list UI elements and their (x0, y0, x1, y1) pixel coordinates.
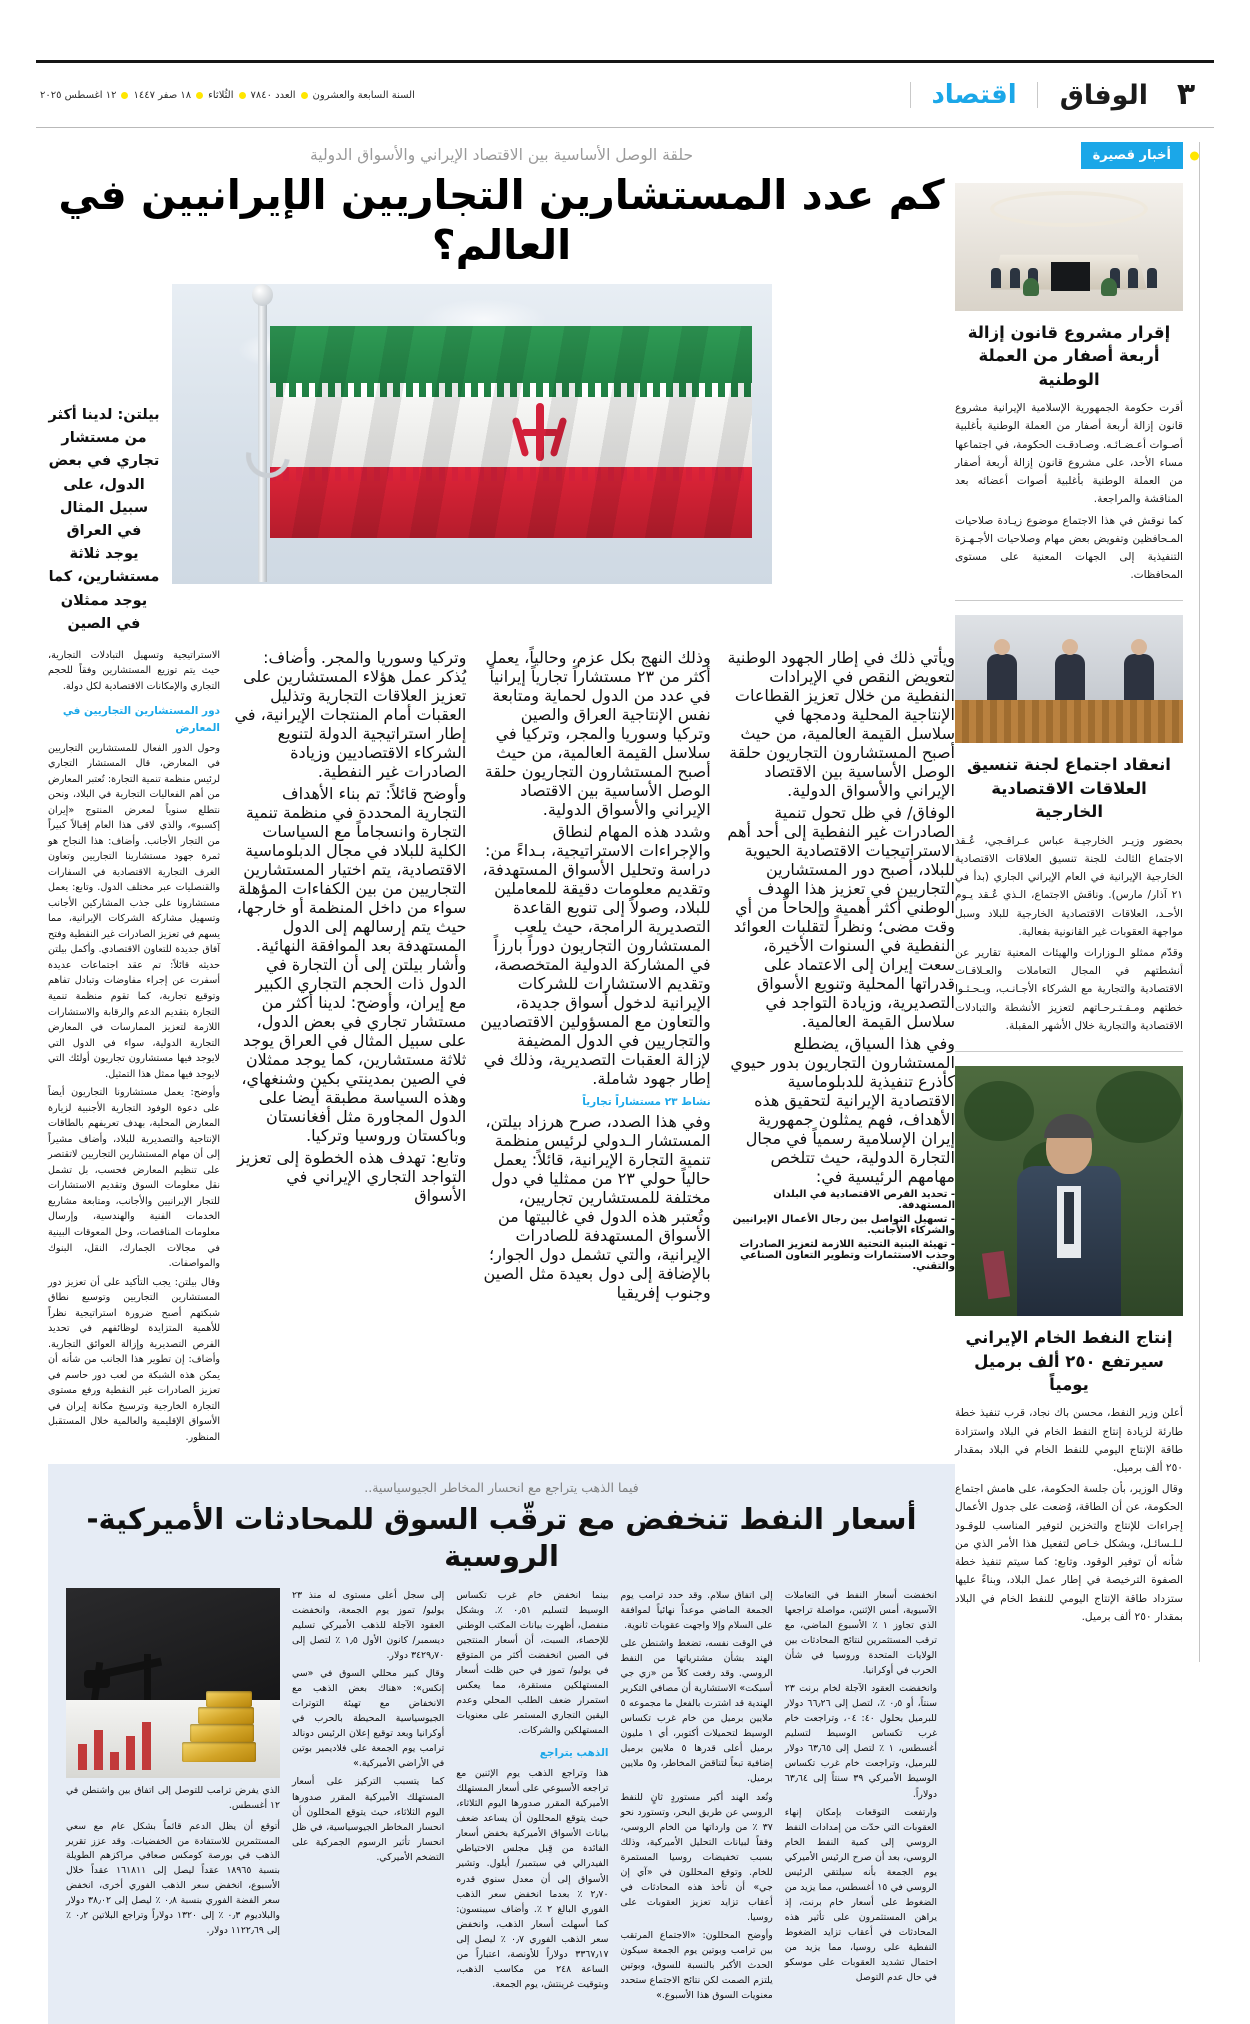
lead-paragraph: وحول الدور الفعال للمستشارين التجاريين في المعارض، قال المستشار التجاري لرئيس منظمة تنمية التجارة: تُعتبر المعارض من أهم الفعاليات التجارية في البلاد، ونحن نتطلع سنوياً لمعرض المنتوج «إيران إكسبو»، والذي لاقى هذا العام إقبالاً كبيراً من التجار الأجانب. وأضاف: هذا النجاح هو ثمرة جهود مستشارينا التجاريين وتعاون الغرف التجارية الاقتصادية في السفارات والقنصليات عبر مختلف الدول. وتابع: يعمل مستشارونا على جذب المشاركين الأجانب وتسهيل مشاركة الشركات الإيرانية، مما يسهم في تعزيز الصادرات غير النفطية وفتح آفاق جديدة للتعاون الاقتصادي. وأكمل بيلتن حديثه قائلاً: تم عقد اجتماعات عديدة أسفرت عن إجراء مفاوضات وتبادل تفاهم وتوقيع تجارية، كما تقوم منظمة تنمية التجارة بتقديم الدعم والرقابة والاستشارات اللازمة لتعزيز الممارسات في المعارض التجارية الدولية، سواء في الدول التي لايوجد فيها مستشارون تجاريون أولئك التي لايوجد فيها ممثل هذا التمثيل. (48, 742, 220, 1080)
lead-subheading: نشاط ٢٣ مستشاراً تجارياً (582, 1095, 711, 1108)
oil-paragraph: كما يتسبب التركيز على أسعار المستهلك الأميركية المقرر صدورها اليوم الثلاثاء، حيث يتوقع المحللون أن انحسار المخاطر الجيوسياسية، في ظل انحسار تأثير الرسوم الجمركية على التضخم الأميركي. (292, 1776, 445, 1863)
lead-pullquote: بيلتن: لدينا أكثر من مستشار تجاري في بعض الدول، على سبيل المثال في العراق يوجد ثلاثة مستشارين، كما يوجد ممثلان في الصين (48, 407, 160, 632)
issue-number: العدد ٧٨٤٠ (250, 89, 296, 101)
oil-paragraph: انخفضت أسعار النفط في التعاملات الآسيوية، أمس الإثنين، مواصلة تراجعها الذي تجاوز ١ ٪ الأسبوع الماضي، مع ترقب المستثمرين لنتائج المحادثات بين الولايات المتحدة وروسيا في شأن الحرب في أوكرانيا. (784, 1589, 937, 1677)
lead-top-row (48, 284, 955, 636)
oil-paragraph: في الوقت نفسه، تضغط واشنطن على الهند بشأن مشترياتها من النفط الروسي. وقد رفعت كلاً من «زي جي أسبكت» الاستشارية أن مصافي التكرير الهندية قد اشترت بالفعل ما مجموعه ٥ ملايين برميل من خام غرب تكساس الوسيط لتحميلات أكتوبر، أي ١ مليون برميل أعلى قدرها ٥ ملايين برميل إضافية تبعاً لتناقض المخاطر، و٥ ملايين برميل. (620, 1638, 773, 1785)
rail-divider (955, 1051, 1183, 1052)
lead-headline: كم عدد المستشارين التجاريين الإيرانيين في العالم؟ (58, 171, 945, 270)
rail-news-item[interactable] (955, 183, 1183, 584)
short-news-badge: أخبار قصيرة (1081, 142, 1183, 169)
oil-headline: أسعار النفط تنخفض مع ترقّب السوق للمحادثات الأميركية-الروسية (86, 1502, 917, 1573)
oil-column-3 (456, 1588, 608, 2006)
oil-paragraph: وأوضح المحللون: «الاجتماع المرتقب بين ترامب وبوتين يوم الجمعة سيكون الحدث الأكبر بالنسبة للسوق، وبوتين يلتزم الصمت لكن نتائج الاجتماع ستحدد معنويات السوق هذا الأسبوع.» (620, 1929, 773, 2002)
lead-sidebar-column (48, 648, 220, 1449)
rail-paragraph: وقدّم ممثلو الـوزارات والهيئات المعنية تقارير عن أنشطتهم في المجال التعاملات والعـلاقـات الاقتصادية والتجارية مع الشركاء الأجـانـب، وبـحـثـوا خطتهم ومـقـتـرحـاتهم لتعزيز الأنشطة والتبادلات الاقتصادية والتجارية خلال الأشهر المقبلة. (955, 947, 1183, 1032)
lead-column-2 (478, 648, 710, 1449)
issue-hijri-date: ١٨ صفر ١٤٤٧ (133, 89, 192, 101)
lead-paragraph: وذلك النهج بكل عزم، وحالياً، يعمل أكثر من ٢٣ مستشاراً تجارياً إيرانياً في عدد من الدول لحماية ومتابعة نفس الإنتاجية العراق والصين وتركيا وسوريا والمجر، وتركيا في سلاسل القيمة العالمية، من حيث أصبح المستشارون التجاريون حلقة الوصل الأساسية بين الاقتصاد الإيراني والأسواق الدولية. (484, 647, 711, 819)
lead-paragraph: وتابع: تهدف هذه الخطوة إلى تعزيز التواجد التجاري الإيراني في الأسواق (237, 1147, 467, 1205)
short-news-rail (955, 142, 1200, 1662)
masthead (36, 60, 1214, 128)
oil-paragraph: هذا وتراجع الذهب يوم الإثنين مع تراجعه الأسبوعي على أسعار المستهلك الأميركية المقرر صدورها اليوم الثلاثاء، حيث يتوقع المحللون أن يساعد ضعف بيانات الأسواق الأميركية بخفض أسعار الفائدة من قِبل مجلس الاحتياطي الفيدرالي في سبتمبر/ أيلول. وتشير الأسواق إلى أن معدل سنوي قدره ٢٫٧٠ ٪ بعدما انخفض سعر الذهب الفوري البالغ ٢ ٪. وأضاف سيبنسون: كما أسهلت أسعار الذهب، وانخفض سعر الذهب الفوري ٠٫٧ ٪ ليصل إلى ٣٣٦٧٫١٧ دولاراً للأونصة، اعتباراً من الساعة ٢٤٨ من مكاسب الذهب، وبتوقيت غرينتش، يوم الجمعة. (456, 1768, 609, 1990)
lead-paragraph: وأوضح قائلاً: تم بناء الأهداف التجارية المحددة في منظمة تنمية التجارة وانسجاماً مع السياسات الكلية للبلاد في مجال الدبلوماسية الاقتصادية، يتم اختيار المستشارين التجاريين من بين الكفاءات المؤهلة سواء من داخل المنظمة أو خارجها، حيث يتم إرسالهم إلى الدول المستهدفة بعد الموافقة النهائية. وأشار بيلتن إلى أن التجارة في الدول ذات الحجم التجاري الكبير مع إيران، وأوضح: لدينا أكثر من مستشار تجاري في بعض الدول، على سبيل المثال في العراق يوجد ثلاثة مستشارين، كما يوجد ممثلان في الصين بمدينتي بكين وشنغهاي، وهذه السياسة مطبقة أيضا على الدول المجاورة مثل أفغانستان وباكستان وروسيا وتركيا. (236, 783, 467, 1145)
lead-body (48, 648, 955, 1449)
oil-column-2 (621, 1588, 773, 2006)
iran-flag-icon (270, 326, 752, 538)
lead-bullet: - تهيئة البنية التحتية اللازمة لتعزيز الصادرات وجذب الاستثمارات وتطوير التعاون الصناعي والتقني. (739, 1238, 955, 1272)
oil-paragraph: إلى اتفاق سلام. وقد حدد ترامب يوم الجمعة الماضي موعداً نهائياً لموافقة على السلام وإلا واجهت عقوبات ثانوية. (620, 1589, 773, 1631)
panel-meeting-photo (955, 615, 1183, 743)
oil-photo-column (66, 1588, 280, 2006)
separator-dot-icon (121, 92, 128, 99)
lead-article (48, 142, 955, 1448)
separator-dot-icon (239, 92, 246, 99)
lead-paragraph: وأوضح: يعمل مستشارونا التجاريون أيضاً على دعوة الوفود التجارية الأجنبية لزيارة المعارض المحلية، بهدف تعريفهم بالطاقات الإنتاجية والتصديرية للبلاد، وأضاف مشيراً إلى أن مهام المستشارين التجاريين لاتقتصر على تنظيم المعارض فحسب، بل تشمل نقل معلومات السوق وتقديم الاستشارات للتجار الإيرانيين والأجانب، ومتابعة مشاريع الخدمات الفنية والهندسية، وإرسال معلومات المناقصات، وحل المعوقات البينية في مجالات الجمارك، النقل، البنوك والمواصفات. (48, 1087, 220, 1270)
rail-paragraph: كما نوقش في هذا الاجتماع موضوع زيـادة صلاحيات المـحافظين وتفويض بعض مهام وصلاحيات الأجـهـزة التنفيذية إلى الجهات المعنية على مستوى المحافظات. (955, 514, 1183, 582)
oil-paragraph: وتُعد الهند أكبر مستوردٍ ثانٍ للنفط الروسي عن طريق البحر، وتستورد نحو ٣٧ ٪ من وارداتها من الخام الروسي، وفقاً لبيانات التحليل الأميركية، وذلك بسبب تخفيضات روسيا المستمرة للخام. وتوقع المحللون في «آي إن جي» أن تأخذ هذه المحادثات في أعقاب تزايد تعزيز العقوبات على روسيا. (620, 1791, 773, 1923)
lead-paragraph: وفي هذا الصدد، صرح هرزاد بيلتن، المستشار الـدولي لرئيس منظمة تنمية التجارة الإيرانية، قائلاً: يعمل حالياً حولي ٢٣ من ممثليا في دول مختلفة للمستشارين تجاريين، وتُعتبر هذه الدول في غالبيتها من الأسواق المستهدفة للصادرات الإيرانية، والتي تشمل دول الجوار؛ بالإضافة إلى دول بعيدة مثل الصين وجنوب إفريقيا (483, 1111, 711, 1302)
oil-columns (66, 1588, 937, 2006)
issue-year: السنة السابعة والعشرون (312, 89, 415, 101)
lead-paragraph: وفي هذا السياق، يضطلع المستشارون التجاريون بدور حيوي كأذرع تنفيذية للدبلوماسية الاقتصادية الإيرانية لتحقيق هذه الأهداف، فهم يمثلون جمهورية إيران الإسلامية رسمياً في مجال التجارة الدولية، حيث تتلخص مهامهم الرئيسية في: (730, 1033, 955, 1186)
rail-item-body (955, 399, 1183, 584)
oil-paragraph: إلى سجل أعلى مستوى له منذ ٢٣ يوليو/ تموز يوم الجمعة، وانخفضت العقود الآجلة للذهب الأميركي تسليم ديسمبر/ كانون الأول ١٫٥ ٪ لتصل إلى ٣٤٢٩٫٧٠ دولار. (292, 1589, 445, 1662)
issue-weekday: الثُلاثاء (208, 89, 234, 101)
oil-paragraph: بينما انخفض خام غرب تكساس الوسيط لتسليم ٠٫٥١ ٪. وبشكل منفصل، أظهرت بيانات المكتب الوطني للإحصاء، السبت، أن أسعار المنتجين في الصين انخفضت أكثر من المتوقع في يوليو/ تموز في حين ظلت أسعار المستهلكين مستقرة، مما يعكس استمرار ضعف الطلب المحلي وعدم اليقين التجاري المستمر على معنويات المستهلكين والشركات. (456, 1589, 609, 1737)
lead-kicker: حلقة الوصل الأساسية بين الاقتصاد الإيراني والأسواق الدولية (309, 146, 694, 164)
rail-divider (955, 600, 1183, 601)
newspaper-page (0, 60, 1250, 2002)
rail-news-item[interactable] (955, 615, 1183, 1035)
issue-gregorian-date: ١٢ اغسطس ٢٠٢٥ (40, 89, 117, 101)
oil-paragraph: وارتفعت التوقعات بإمكان إنهاء العقوبات التي حدّت من إمدادات النفط الروسي إلى كمية النفط الخام الروسي، بعد أن صرح الرئيس الأميركي يوم الجمعة بأنه سيلتقي الرئيس الروسي في ١٥ أغسطس، مما يزيد من الضغوط على أسعار خام برنت، إذ يراهن المستثمرون على تأثير هذه المحادثات في أعقاب تزايد الضغوط النفطية على روسيا، مما يزيد من احتمال تشديد العقوبات على موسكو في حال عدم التوصل (784, 1806, 937, 1984)
separator-dot-icon (301, 92, 308, 99)
rail-item-title: إنتاج النفط الخام الإيراني سيرتفع ٢٥٠ ألف برميل يومياً (965, 1328, 1173, 1394)
separator-dot-icon (196, 92, 203, 99)
lead-bullet: - تحديد الفرص الاقتصادية في البلدان المستهدفة. (773, 1188, 955, 1211)
lead-paragraph: الوفاق/ في ظل تحول تنمية الصادرات غير النفطية إلى أحد أهم الاستراتيجيات الاقتصادية الحيوية للبلاد، أصبح دور المستشارين التجاريين في تعزيز هذا الهدف الوطني أكثر أهمية وإلحاحاً من أي وقت مضى؛ ونظراً لتقلبات العوائد النفطية في السنوات الأخيرة، سعت إيران إلى الاعتماد على قدراتها المحلية وتنويع الأسواق التصديرية، وزيادة التواجد في سلاسل القيمة العالمية. (727, 802, 955, 1031)
rail-paragraph: بحضور وزيـر الخارجيـة عباس عـراقـجي، عُـقد الاجتماع الثالث للجنة تنسيق العلاقات الاقتصادية الخارجية الإيرانية في العام الإيراني الجاري (بدأ في ٢١ آذار/ مارس). وناقش الاجتماع، الـذي عُـقد يـوم الأحـد، العلاقات الاقتصادية الخارجية للبلاد وسبل مواجهة العقوبات غير القانونية بفعالية. (955, 834, 1183, 938)
lead-bullet: - تسهيل التواصل بين رجال الأعمال الإيرانيين والشركاء الأجانب. (732, 1213, 955, 1236)
issue-info (36, 90, 415, 101)
rail-item-title: انعقاد اجتماع لجنة تنسيق العلاقات الاقتصادية الخارجية (967, 755, 1171, 822)
oil-column-4 (292, 1588, 444, 2006)
rail-item-title: إقرار مشروع قانون إزالة أربعة أصفار من العملة الوطنية (967, 323, 1171, 389)
lead-paragraph: الاستراتيجية وتسهيل التبادلات التجارية، حيث يتم توزيع المستشارين وفقاً للحجم التجاري والإمكانات الاقتصادية لكل دولة. (48, 649, 220, 692)
oil-minister-photo (955, 1066, 1183, 1316)
oil-photo-caption: الذي يفرض ترامب للتوصل إلى اتفاق بين واشنطن في ١٢ أغسطس. (66, 1784, 280, 1811)
lead-column-1 (234, 648, 466, 1449)
oil-subheading: الذهب يتراجع (539, 1747, 609, 1760)
page-body (36, 142, 1214, 2002)
oil-paragraph: وانخفضت العقود الآجلة لخام برنت ٢٣ سنتاً، أو ٠٫٥ ٪، لتصل إلى ٦٦٫٢٦ دولار للبرميل بحلول ٤٠: ٠٤، وتراجعت خام غرب تكساس الوسيط لتسليم أغسطس، ١ ٪ لتصل إلى ٦٣٫٦٥ دولار للبرميل، وتراجعت خام غرب تكساس الوسيط الأميركي ٣٩ سنتاً إلى ٦٣٫٦٤ دولاراً. (784, 1683, 938, 1800)
gold-bars-oil-photo (66, 1588, 280, 1778)
oil-photo-extra: أتوقع أن يظل الدعم قائماً بشكل عام مع سعي المستثمرين للاستفادة من الخفضيات. وقد عزز تقرير الذهب في بورصة كومكس صعافي مراكزهم الطويلة بنسبة ١٨٩٦٥ عقداً ليصل إلى ١٦١٨١١ عقداً خلال الأسبوع، انخفض سعر الذهب الفوري أخرى، انخفض سعر الفضة الفوري بنسبة ٠٫٨ ٪ ليصل إلى ٣٨٫٠٢ دولار والبلاديوم ٠٫٣ ٪ إلى ١٣٢٠ دولاراً وتراجع البلاتين ٠٫٢ ٪ إلى ١١٢٢٫٦٩ دولار. (66, 1820, 280, 1936)
rail-paragraph: وقال الوزير، بأن جلسة الحكومة، على هامش اجتماع الحكومة، عن أن الطاقة، وُضعت على جدول الأعمال إجراءات للإنتاج والتخزين لتوفير المناسب للوقـود لـلـسائـل، وبشكل خـاص لتفعيل هذا الأمر الذي من شأنه أن توفير الوقود. وتابع: كما سيتم تنفيذ خطة الصفوة الترخيصة في إطار عمل البلاد، وبناءً عليها ستزداد طاقة الإنتاج اليومي للنفط الخام في البلاد بمقدار ٢٥٠ ألف برميل. (955, 1483, 1183, 1623)
oil-article (48, 1464, 955, 2024)
section-title[interactable]: اقتصاد (910, 82, 1037, 108)
main-content (36, 142, 955, 2002)
page-number: ٣ (1176, 77, 1196, 112)
newspaper-brand: الوفاق (1059, 79, 1148, 111)
rail-paragraph: أقرت حكومة الجمهورية الإسلامية الإيرانية مشروع قانون إزالة أربعة أصفار من العملة الوطنية بأغلبية أصـوات أعـضـائـه. وصـادقـت الحكومة، في اجتماعها مساء الأحد، على مشروع قانون إزالة أربعة أصفار من العملة الوطنية بأغلبية أصوات أعضائه بعد المناقشة والمراجعة. (955, 402, 1183, 506)
oil-column-1 (785, 1588, 937, 2006)
iran-flag-photo (172, 284, 772, 584)
lead-subheading: دور المستشارين التجاريين في المعارض (62, 704, 220, 734)
lead-paragraph: وقال بيلتن: يجب التأكيد على أن تعزيز دور المستشارين التجاريين وتوسيع نطاق شبكتهم أصبح ضرورة استراتيجية نظراً للأهمية المتزايدة لوظائفهم في تحديد الفرص التصديرية وإزالة العوائق التجارية. وأضاف: إن تطوير هذا الجانب من شأنه أن يمكن هذه الشبكة من لعب دور حاسم في تعزيز الصادرات غير النفطية ورفع مستوى التجارة الخارجية وترسيخ مكانة إيران في الأسواق الإقليمية والعالمية خلال المستقبل المنظور. (48, 1276, 220, 1443)
oil-paragraph: وقال كبير محللي السوق في «سي إنكس»: «هناك بعض الذهب مع الانخفاض مع تهيئة التوترات الجيوسياسية المحيطة بالحرب في أوكرانيا وبعد توقيع إعلان الرئيس دونالد ترامب يوم الجمعة على فلاديمير بوتين في الأراضي الأميركية.» (292, 1668, 445, 1770)
lead-columns (234, 648, 955, 1449)
rail-item-body (955, 1404, 1183, 1626)
lead-paragraph: وشدد هذه المهام لنطاق والإجراءات الاستراتيجية، بـداءً من: دراسة وتحليل الأسواق المستهدفة، وتقديم معلومات دقيقة للمعاملين للبلاد، وصولاً إلى تنويع القاعدة التصديرية الرامجة، حيث يلعب المستشارون التجاريون دوراً بارزاً في المشاركة الدولية المتخصصة، وتقديم الاستشارات للشركات الإيرانية لدخول أسواق جديدة، والتعاون مع المسؤولين الاقتصاديين والتجاريين في الدول المضيفة لإزالة العقبات التصديرية، وذلك في إطار جهود شاملة. (480, 821, 711, 1088)
lead-paragraph: وتركيا وسوريا والمجر. وأضاف: يُذكر عمل هؤلاء المستشارين على تعزيز العلاقات التجارية وتذليل العقبات أمام المنتجات الإيرانية، في إطار استراتيجية الدولة لتنويع الشركاء الاقتصاديين وزيادة الصادرات غير النفطية. (234, 647, 467, 781)
rail-news-item[interactable] (955, 1066, 1183, 1626)
oil-kicker: فيما الذهب يتراجع مع انحسار المخاطر الجيوسياسية.. (364, 1480, 639, 1496)
lead-column-3 (723, 648, 955, 1449)
lead-paragraph: ويأتي ذلك في إطار الجهود الوطنية لتعويض النقص في الإيرادات النفطية من خلال تعزيز القطاعات الإنتاجية المحلية ودمجها في سلاسل القيمة العالمية، من حيث أصبح المستشارون التجاريون حلقة الوصل الأساسية بين الاقتصاد الإيراني والأسواق الدولية. (727, 647, 955, 800)
conference-hall-photo (955, 183, 1183, 311)
rail-item-body (955, 832, 1183, 1035)
rail-paragraph: أعلن وزير النفط، محسن باك نجاد، قرب تنفيذ خطة طارئة لزيادة إنتاج النفط الخام في البلاد واستزادة طاقة الإنتاج اليومي للنفط الخام في البلاد بمقدار ٢٥٠ ألف برميل. (955, 1407, 1183, 1475)
